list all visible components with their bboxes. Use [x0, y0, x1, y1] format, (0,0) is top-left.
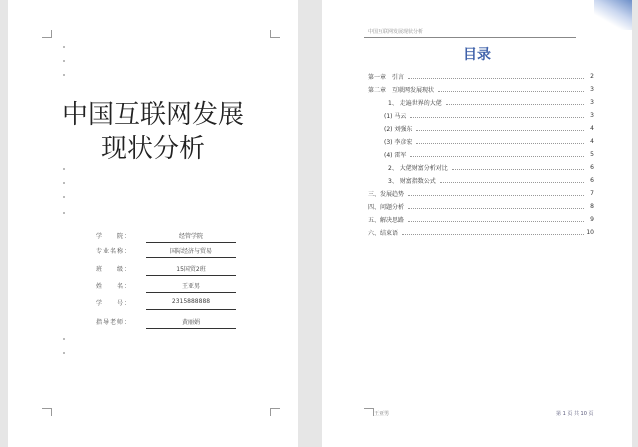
cover-field [96, 264, 236, 276]
toc-entry-page: 5 [590, 150, 594, 158]
toc-entry-page: 3 [590, 111, 594, 119]
field-value: 经管学院 [178, 233, 203, 240]
field-label: 学 号： [96, 300, 132, 307]
toc-entry-page: 4 [590, 124, 594, 132]
cover-field [96, 246, 236, 258]
toc-entry-text: 2、 大佬财富分析对比 [388, 164, 448, 172]
toc-entry[interactable] [384, 149, 594, 159]
toc-entry[interactable] [384, 110, 594, 120]
toc-title: 目录 [463, 47, 491, 63]
toc-entry[interactable] [368, 188, 594, 198]
cover-title-line1: 中国互联网发展 [61, 100, 244, 130]
page-curl [594, 0, 632, 30]
field-label: 姓 名： [96, 283, 132, 290]
crop-mark [270, 408, 280, 416]
field-value: 王亚男 [181, 283, 200, 290]
cover-field [96, 298, 236, 310]
crop-mark [270, 30, 280, 38]
toc-entry[interactable] [384, 136, 594, 146]
toc-entry-text: 3、 财富指数公式 [388, 177, 436, 185]
cover-field [96, 231, 236, 243]
toc-entry-page: 9 [590, 215, 594, 223]
toc-entry-page: 8 [590, 202, 594, 210]
field-value: 黄丽娟 [181, 319, 200, 326]
toc-entry-text: 1、 走遍世界的大佬 [388, 99, 442, 107]
footer-page-number: 第 1 页 共 10 页 [556, 411, 594, 417]
crop-mark [42, 408, 52, 416]
field-label: 学 院： [96, 233, 132, 240]
field-value: 2315888888 [171, 298, 211, 305]
field-value: 15国贸2班 [176, 266, 206, 273]
toc-entry[interactable] [388, 162, 594, 172]
toc-entry[interactable] [368, 227, 594, 237]
toc-entry-page: 4 [590, 137, 594, 145]
toc-entry-text: (2) 刘强东 [384, 125, 413, 133]
toc-entry[interactable] [388, 175, 594, 185]
toc-entry[interactable] [388, 97, 594, 107]
toc-entry[interactable] [368, 214, 594, 224]
toc-entry-text: 五、解决思路 [368, 216, 405, 224]
toc-entry-text: 四、问题分析 [368, 203, 405, 211]
toc-page [322, 0, 632, 447]
toc-entry-page: 6 [590, 163, 594, 171]
field-label: 班 级： [96, 266, 132, 273]
toc-entry-page: 7 [590, 189, 594, 197]
toc-entry-page: 2 [590, 72, 594, 80]
footer-author: 王亚男 [374, 411, 390, 417]
toc-entry[interactable] [368, 201, 594, 211]
toc-entry-text: 第二章 互联网发展现状 [368, 86, 435, 94]
field-value: 国际经济与贸易 [169, 248, 212, 255]
toc-entry-text: (3) 李彦宏 [384, 138, 413, 146]
field-label: 指导老师： [96, 319, 132, 326]
cover-title-line2: 现状分析 [100, 134, 205, 164]
toc-entry[interactable] [384, 123, 594, 133]
crop-mark [42, 30, 52, 38]
toc-entry-text: (4) 雷军 [384, 151, 407, 159]
toc-entry[interactable] [368, 84, 594, 94]
toc-entry[interactable] [368, 71, 594, 81]
crop-mark [364, 408, 374, 416]
toc-entry-text: 六、结束语 [368, 229, 399, 237]
toc-entry-text: 第一章 引言 [368, 73, 405, 81]
toc-entry-page: 3 [590, 98, 594, 106]
field-label: 专业名称： [96, 248, 132, 255]
toc-entry-text: 三、发展趋势 [368, 190, 405, 198]
page-header: 中国互联网发展现状分析 [368, 29, 424, 35]
toc-entry-page: 6 [590, 176, 594, 184]
toc-entry-text: (1) 马云 [384, 112, 407, 120]
cover-page [8, 0, 298, 447]
cover-field [96, 317, 236, 329]
toc-entry-page: 10 [586, 228, 594, 236]
cover-field [96, 281, 236, 293]
toc-entry-page: 3 [590, 85, 594, 93]
